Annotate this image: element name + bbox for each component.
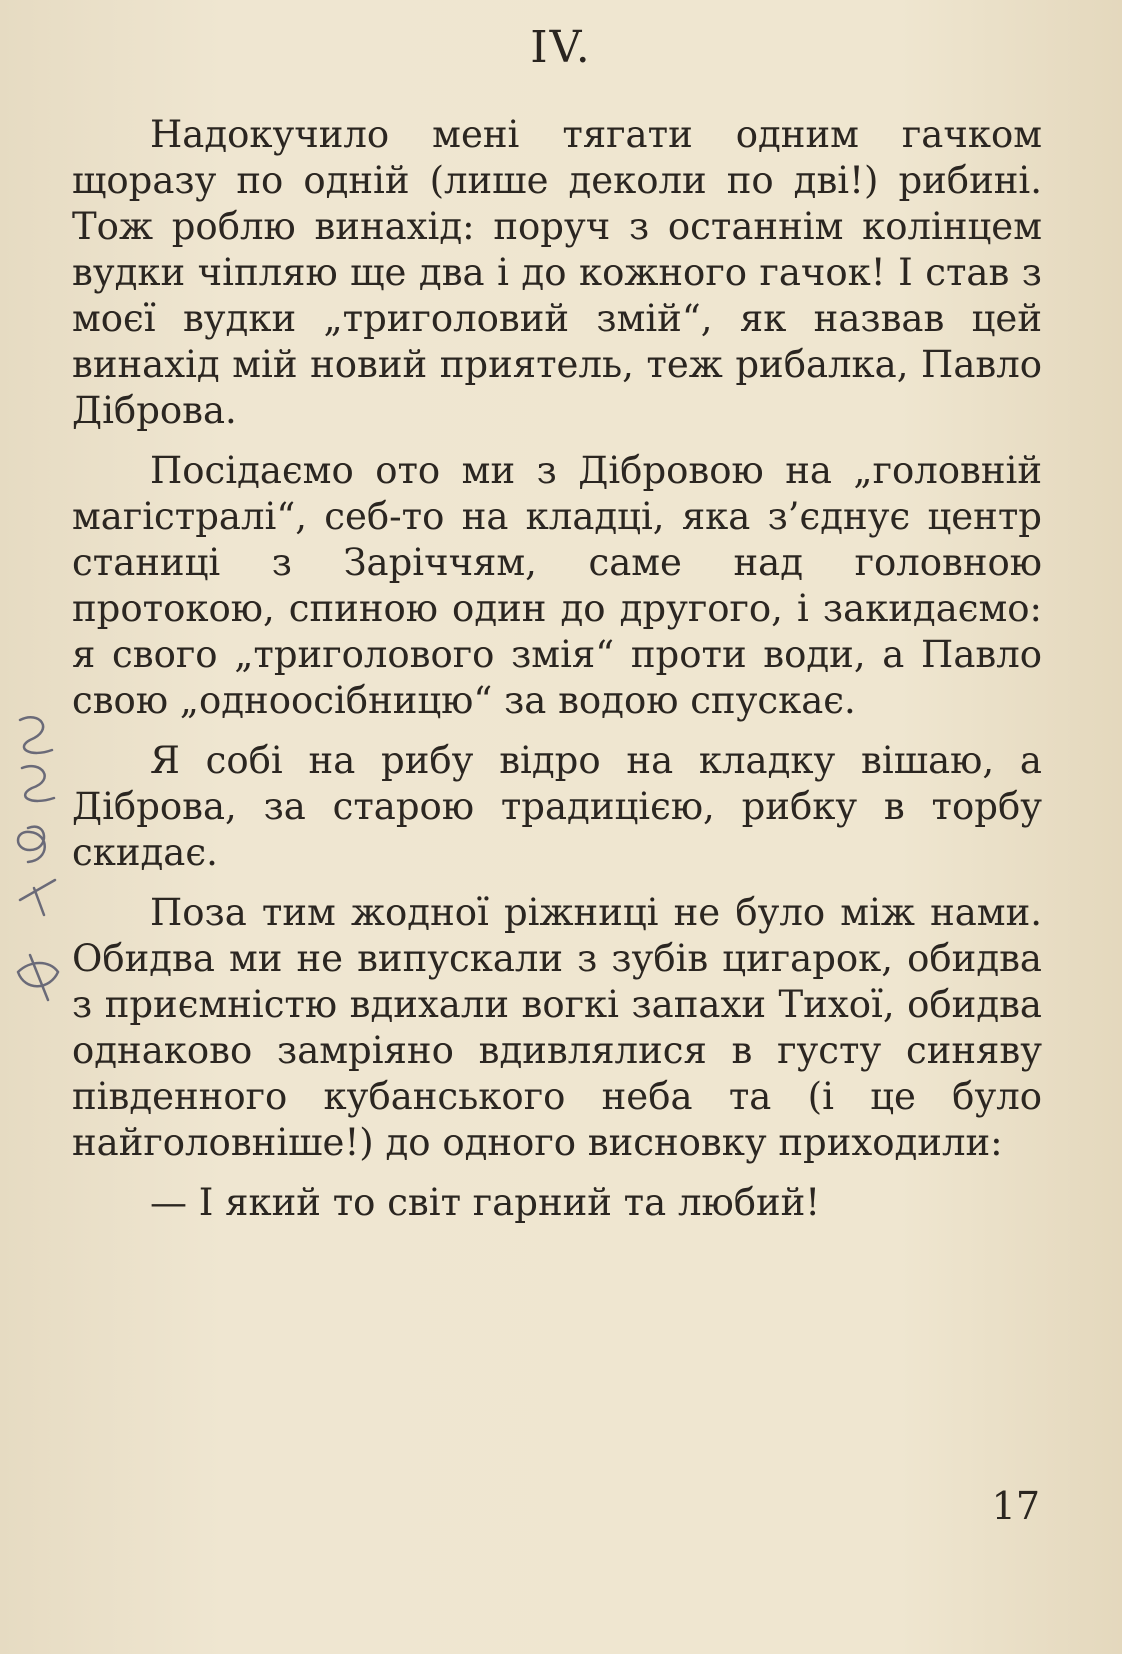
chapter-heading: IV. <box>530 22 592 73</box>
paragraph-5: — І який то світ гарний та любий! <box>150 1181 821 1224</box>
body-text <box>72 112 1042 1240</box>
paragraph-1: Надокучило мені тягати одним гачком щоразу по одній (лише деколи по дві!) рибині. Тож роблю винахід: поруч з останнім колінцем вудки чіпляю ще два і до кожного гачок! І став з моєї вудки „триголовий змій“, як назвав цей винахід мій новий приятель, теж рибалка, Павло Діброва. <box>72 113 1042 432</box>
page-number: 17 <box>991 1484 1040 1528</box>
paragraph-3: Я собі на рибу відро на кладку вішаю, а Діброва, за старою традицією, рибку в торбу скидає. <box>72 739 1042 874</box>
paragraph-4: Поза тим жодної ріжниці не було між нами. Обидва ми не випускали з зубів цигарок, обидва з приємністю вдихали вогкі запахи Тихої, обидва однаково замріяно вдивлялися в густу синяву південного кубанського неба та (і це було найголовніше!) до одного висновку приходили: <box>72 891 1042 1164</box>
handwritten-margin-note <box>0 710 70 1010</box>
paragraph-2: Посідаємо ото ми з Дібровою на „головній магістралі“, себ-то на кладці, яка з’єднує центр станиці з Заріччям, саме над головною протокою, спиною один до другого, і закидаємо: я свого „триголового змія“ проти води, а Павло свою „одноосібницю“ за водою спускає. <box>72 449 1042 722</box>
